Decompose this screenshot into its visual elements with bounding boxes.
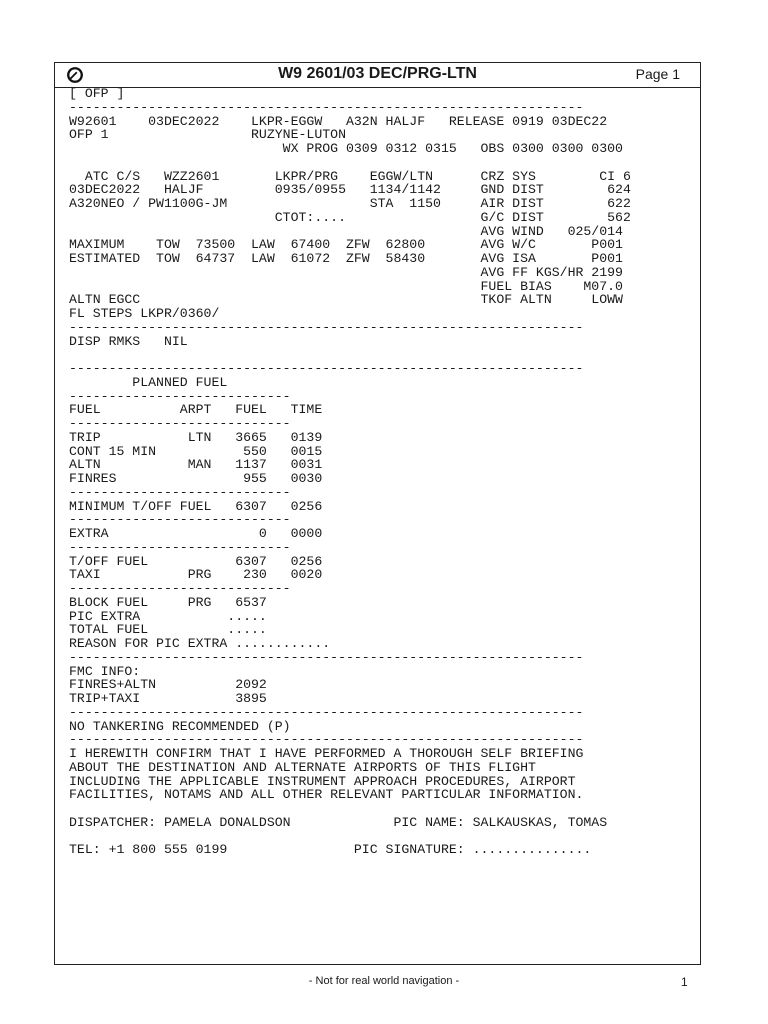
ofp-line: FUEL ARPT FUEL TIME: [69, 402, 323, 418]
ofp-line: ALTN MAN 1137 0031: [69, 457, 323, 473]
ofp-line: EXTRA 0 0000: [69, 526, 323, 541]
ofp-line: CTOT:.... G/C DIST 562: [69, 209, 631, 225]
ofp-line: TEL: +1 800 555 0199 PIC SIGNATURE: ...............: [69, 842, 592, 858]
ofp-line: I HEREWITH CONFIRM THAT I HAVE PERFORMED A THOROUGH SELF BRIEFING: [69, 746, 584, 761]
ofp-line: -----------------------------------------------------------------: [69, 649, 584, 665]
ofp-line: CONT 15 MIN 550 0015: [69, 443, 323, 459]
ofp-line: A320NEO / PW1100G-JM STA 1150 AIR DIST 622: [69, 196, 631, 211]
ofp-line: AVG WIND 025/014: [69, 223, 623, 239]
ofp-line: ABOUT THE DESTINATION AND ALTERNATE AIRPORTS OF THIS FLIGHT: [69, 759, 536, 775]
ofp-line: ----------------------------: [69, 484, 291, 500]
ofp-line: TOTAL FUEL .....: [69, 622, 267, 638]
ofp-line: DISP RMKS NIL: [69, 333, 188, 349]
ofp-line: AVG FF KGS/HR 2199: [69, 264, 623, 280]
ofp-line: TAXI PRG 230 0020: [69, 567, 323, 583]
ofp-line: -----------------------------------------------------------------: [69, 99, 584, 115]
ofp-line: ----------------------------: [69, 416, 291, 431]
footer-page-number: 1: [681, 975, 688, 989]
ofp-line: INCLUDING THE APPLICABLE INSTRUMENT APPROACH PROCEDURES, AIRPORT: [69, 773, 576, 789]
ofp-line: MAXIMUM TOW 73500 LAW 67400 ZFW 62800 AVG W/C P001: [69, 237, 623, 253]
ofp-line: ----------------------------: [69, 539, 291, 555]
ofp-document: [54, 62, 701, 965]
ofp-line: NO TANKERING RECOMMENDED (P): [69, 718, 291, 734]
ofp-line: FINRES+ALTN 2092: [69, 677, 267, 693]
ofp-line: MINIMUM T/OFF FUEL 6307 0256: [69, 498, 323, 514]
ofp-line: TRIP+TAXI 3895: [69, 691, 267, 706]
ofp-line: OFP 1 RUZYNE-LUTON: [69, 127, 346, 143]
ofp-line: TRIP LTN 3665 0139: [69, 429, 323, 445]
ofp-line: ATC C/S WZZ2601 LKPR/PRG EGGW/LTN CRZ SYS CI 6: [69, 168, 631, 184]
ofp-line: REASON FOR PIC EXTRA ............: [69, 636, 331, 651]
ofp-line: ----------------------------: [69, 581, 291, 596]
ofp-line: T/OFF FUEL 6307 0256: [69, 553, 323, 569]
ofp-line: BLOCK FUEL PRG 6537: [69, 594, 267, 610]
ofp-line: FUEL BIAS M07.0: [69, 278, 623, 294]
ofp-line: PIC EXTRA .....: [69, 608, 267, 624]
ofp-line: WX PROG 0309 0312 0315 OBS 0300 0300 0300: [69, 141, 623, 156]
flight-title: W9 2601/03 DEC/PRG-LTN: [278, 65, 477, 82]
ofp-line: -----------------------------------------------------------------: [69, 361, 584, 376]
footer-disclaimer: - Not for real world navigation -: [308, 975, 460, 987]
ofp-line: ----------------------------: [69, 512, 291, 528]
ofp-line: FL STEPS LKPR/0360/: [69, 306, 220, 321]
ofp-line: PLANNED FUEL: [69, 374, 228, 390]
document-header: [55, 63, 700, 88]
ofp-line: ALTN EGCC TKOF ALTN LOWW: [69, 292, 623, 308]
ofp-body: [69, 87, 631, 857]
ofp-line: W92601 03DEC2022 LKPR-EGGW A32N HALJF RELEASE 0919 03DEC22: [69, 113, 608, 129]
ofp-line: FACILITIES, NOTAMS AND ALL OTHER RELEVANT PARTICULAR INFORMATION.: [69, 787, 584, 803]
ofp-line: FMC INFO:: [69, 663, 141, 679]
ofp-line: -----------------------------------------------------------------: [69, 319, 584, 335]
page-label: Page 1: [635, 66, 680, 82]
ofp-line: ESTIMATED TOW 64737 LAW 61072 ZFW 58430 AVG ISA P001: [69, 251, 623, 266]
ofp-line: 03DEC2022 HALJF 0935/0955 1134/1142 GND DIST 624: [69, 182, 631, 198]
ofp-line: -----------------------------------------------------------------: [69, 732, 584, 748]
ofp-line: FINRES 955 0030: [69, 471, 323, 486]
ofp-line: DISPATCHER: PAMELA DONALDSON PIC NAME: SALKAUSKAS, TOMAS: [69, 814, 608, 830]
ofp-line: ----------------------------: [69, 388, 291, 404]
ofp-line: [ OFP ]: [69, 86, 125, 101]
ofp-line: -----------------------------------------------------------------: [69, 704, 584, 720]
